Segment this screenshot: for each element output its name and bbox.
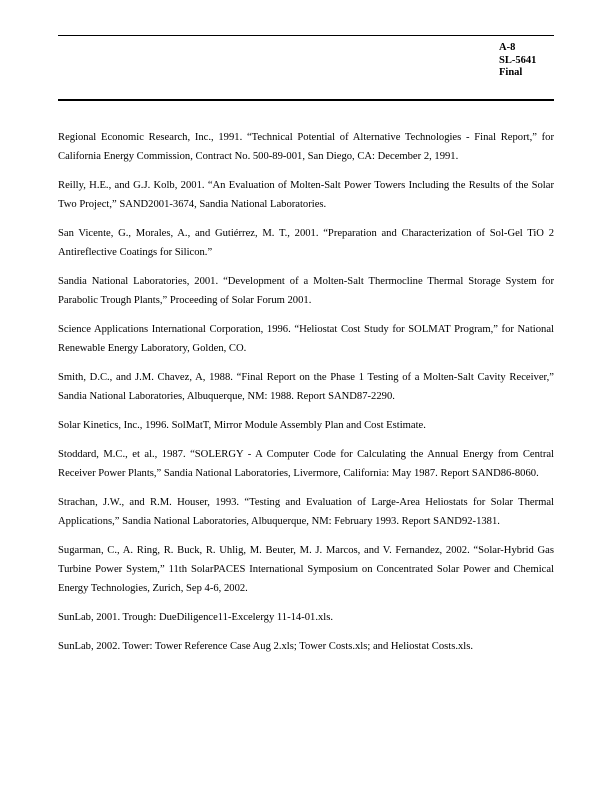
reference-entry: San Vicente, G., Morales, A., and Gutiérrez, M. T., 2001. “Preparation and Characterization of Sol-Gel TiO 2 Antireflective Coatings for Silicon.”	[58, 228, 554, 258]
reference-entry: Solar Kinetics, Inc., 1996. SolMatT, Mirror Module Assembly Plan and Cost Estimate.	[58, 420, 426, 431]
page-number: A-8	[499, 42, 516, 53]
reference-entry: SunLab, 2001. Trough: DueDiligence11-Excelergy 11-14-01.xls.	[58, 612, 334, 623]
report-number: SL-5641	[499, 54, 537, 66]
document-status: Final	[499, 67, 523, 78]
reference-entry: Strachan, J.W., and R.M. Houser, 1993. “Testing and Evaluation of Large-Area Heliostats for Solar Thermal Applications,” Sandia National Laboratories, Albuquerque, NM: February 1993. Report SAND92-1381.	[58, 497, 554, 527]
reference-entry: SunLab, 2002. Tower: Tower Reference Case Aug 2.xls; Tower Costs.xls; and Heliostat Costs.xls.	[58, 641, 474, 652]
reference-entry: Stoddard, M.C., et al., 1987. “SOLERGY - A Computer Code for Calculating the Annual Energy from Central Receiver Power Plants,” Sandia National Laboratories, Livermore, California: May 1987. Report SAND86-8060.	[58, 449, 554, 479]
reference-entry: Sugarman, C., A. Ring, R. Buck, R. Uhlig, M. Beuter, M. J. Marcos, and V. Fernandez, 2002. “Solar-Hybrid Gas Turbine Power System,” 11th SolarPACES International Symposium on Concentrated Solar Power and Chemical Energy Technologies, Zurich, Sep 4-6, 2002.	[58, 545, 554, 594]
reference-entry: Regional Economic Research, Inc., 1991. “Technical Potential of Alternative Technologies - Final Report,” for California Energy Commission, Contract No. 500-89-001, San Diego, CA: December 2, 1991.	[58, 132, 554, 162]
reference-entry: Sandia National Laboratories, 2001. “Development of a Molten-Salt Thermocline Thermal Storage System for Parabolic Trough Plants,” Proceeding of Solar Forum 2001.	[58, 276, 554, 306]
reference-entry: Science Applications International Corporation, 1996. “Heliostat Cost Study for SOLMAT Program,” for National Renewable Energy Laboratory, Golden, CO.	[58, 324, 554, 354]
header-bottom-rule	[58, 99, 554, 101]
reference-entry: Smith, D.C., and J.M. Chavez, A, 1988. “Final Report on the Phase 1 Testing of a Molten-Salt Cavity Receiver,” Sandia National Laboratories, Albuquerque, NM: 1988. Report SAND87-2290.	[58, 372, 554, 402]
header-top-rule	[58, 35, 554, 36]
reference-entry: Reilly, H.E., and G.J. Kolb, 2001. “An Evaluation of Molten-Salt Power Towers Including the Results of the Solar Two Project,” SAND2001-3674, Sandia National Laboratories.	[58, 180, 554, 210]
reference-list	[58, 128, 554, 666]
page-header	[499, 42, 536, 80]
